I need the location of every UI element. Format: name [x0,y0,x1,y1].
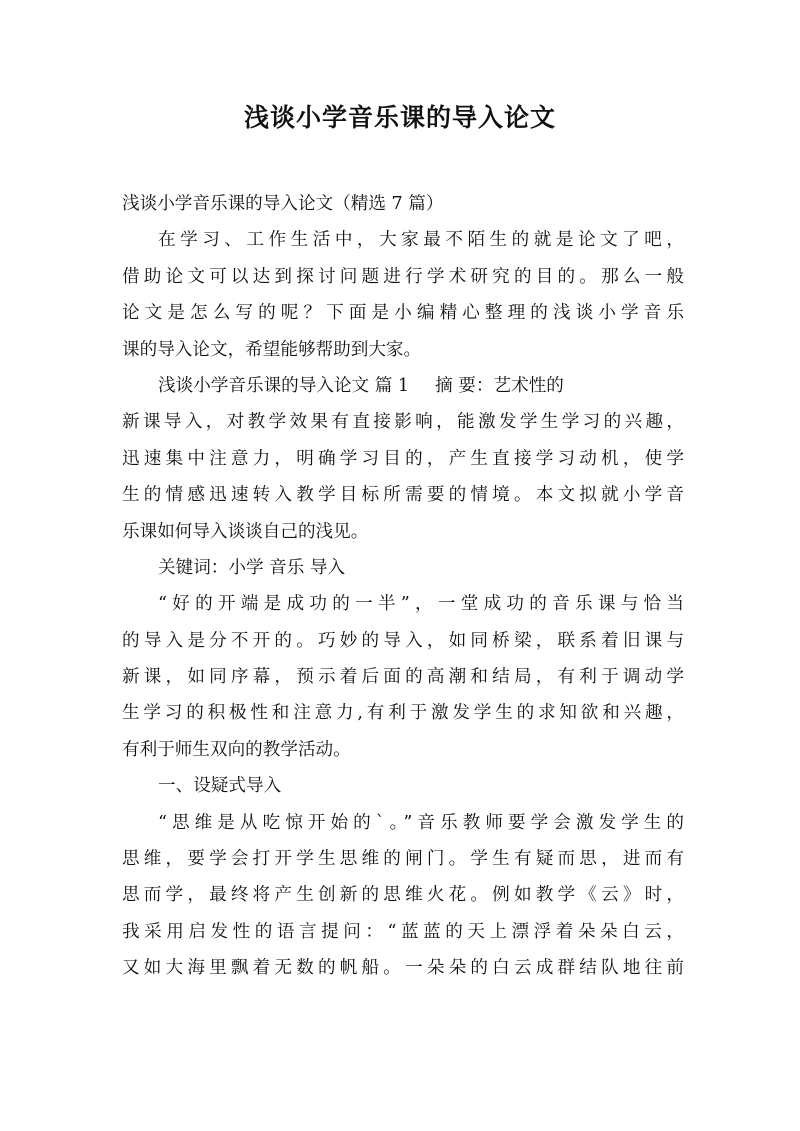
body-line: 又如大海里飘着无数的帆船。一朵朵的白云成群结队地往前 [122,958,684,979]
subtitle-line: 浅谈小学音乐课的导入论文（精选 7 篇） [122,194,444,214]
article-heading-line [122,368,684,404]
abstract-start: 摘 要：艺术性的 [435,375,564,396]
document-title: 浅谈小学音乐课的导入论文 [243,103,556,132]
keywords-line: 关键词：小学 音乐 导入 [158,557,346,578]
body-line: “思维是从吃惊开始的`。”音乐教师要学会激发学生的 [158,812,684,833]
body-line: 我采用启发性的语言提问：“蓝蓝的天上漂浮着朵朵白云， [122,921,684,942]
body-line: 新课导入，对教学效果有直接影响，能激发学生学习的兴趣， [122,412,684,433]
document-body [122,186,684,987]
body-line: 论文是怎么写的呢？下面是小编精心整理的浅谈小学音乐 [122,303,684,324]
body-line: 思而学，最终将产生创新的思维火花。例如教学《云》时， [122,885,684,906]
body-line: 课的导入论文，希望能够帮助到大家。 [122,339,422,360]
body-line: 迅速集中注意力，明确学习目的，产生直接学习动机，使学 [122,448,684,469]
body-line: 在学习、工作生活中，大家最不陌生的就是论文了吧， [158,230,684,251]
body-line: 新课，如同序幕，预示着后面的高潮和结局，有利于调动学 [122,667,684,688]
body-line: 乐课如何导入谈谈自己的浅见。 [122,521,369,542]
body-line: 生的情感迅速转入教学目标所需要的情境。本文拟就小学音 [122,485,684,506]
section-heading: 一、设疑式导入 [158,776,282,797]
body-line: 借助论文可以达到探讨问题进行学术研究的目的。那么一般 [122,266,684,287]
body-line: 有利于师生双向的教学活动。 [122,739,351,760]
body-line: 的导入是分不开的。巧妙的导入，如同桥梁，联系着旧课与 [122,630,684,651]
body-line: 思维，要学会打开学生思维的闸门。学生有疑而思，进而有 [122,849,684,870]
body-line: 生学习的积极性和注意力,有利于激发学生的求知欲和兴趣， [122,703,684,724]
article-heading: 浅谈小学音乐课的导入论文 篇 1 [158,375,410,396]
body-line: “好的开端是成功的一半”，一堂成功的音乐课与恰当 [158,594,684,615]
